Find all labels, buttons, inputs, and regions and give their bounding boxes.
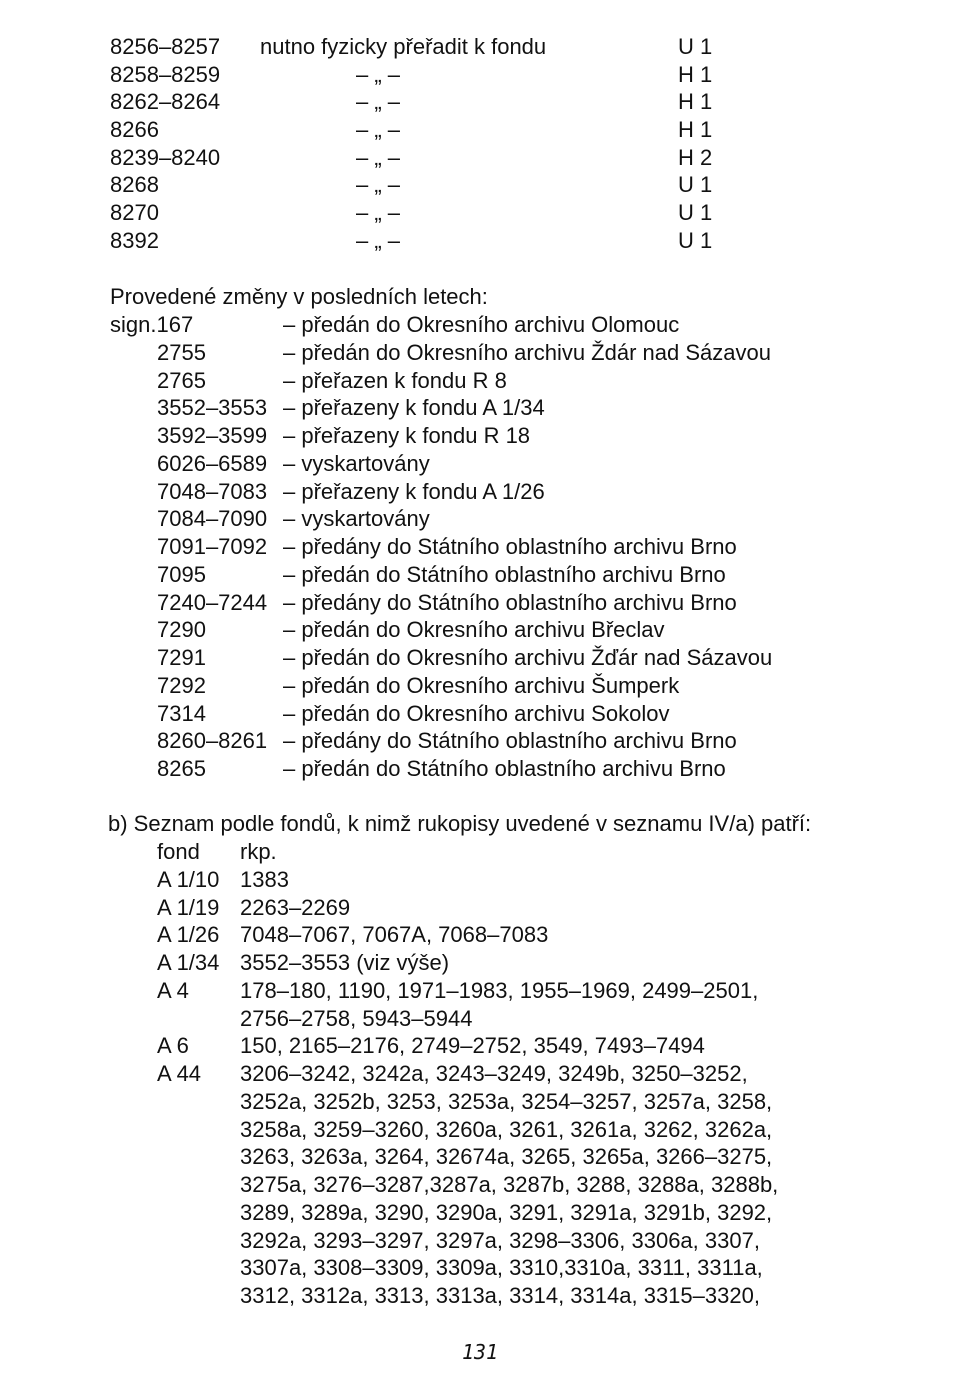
signature: 7091–7092 [157, 534, 268, 559]
signature: 8239–8240 [110, 144, 221, 170]
action-text: – „ – [356, 200, 401, 226]
manuscript-list-line: 3275a, 3276–3287,3287a, 3287b, 3288, 3288a, 3288b, [240, 1172, 779, 1197]
signature: 3552–3553 [157, 395, 268, 421]
change-description: – předán do Okresního archivu Břeclav [283, 617, 665, 643]
signature: 7084–7090 [157, 506, 268, 532]
fond-code: U 1 [678, 172, 713, 198]
signature: 8268 [110, 172, 159, 198]
signature: 7291 [157, 645, 206, 670]
fond-row [157, 1060, 778, 1310]
change-description: – předány do Státního oblastního archivu Brno [283, 589, 737, 615]
fond-row [157, 894, 778, 922]
fond-name: A 1/10 [157, 866, 220, 892]
manuscript-list-line: 3312, 3312a, 3313, 3313a, 3314, 3314a, 3315–3320, [240, 1283, 760, 1308]
change-description: – vyskartovány [283, 450, 430, 476]
action-text: nutno fyzicky přeřadit k fondu [260, 34, 547, 59]
fond-table [157, 838, 778, 1310]
change-description: – předány do Státního oblastního archivu Brno [283, 728, 737, 754]
fond-code: U 1 [678, 200, 713, 226]
manuscript-list-line: 7048–7067, 7067A, 7068–7083 [240, 922, 549, 948]
change-description: – vyskartovány [283, 506, 430, 532]
manuscript-list-line: 3258a, 3259–3260, 3260a, 3261, 3261a, 3262, 3262a, [240, 1116, 773, 1142]
fond-code: U 1 [678, 34, 713, 59]
signature: 2765 [157, 367, 206, 393]
action-text: – „ – [356, 172, 401, 198]
signature: 7048–7083 [157, 478, 268, 504]
action-text: – „ – [356, 144, 401, 170]
fond-code: U 1 [678, 227, 713, 253]
fond-name: A 44 [157, 1061, 202, 1086]
fond-row [157, 1032, 778, 1060]
manuscript-list-line: 3289, 3289a, 3290, 3290a, 3291, 3291a, 3291b, 3292, [240, 1199, 773, 1225]
fond-row [157, 977, 778, 1033]
signature: 8265 [157, 756, 206, 781]
change-description: – předán do Státního oblastního archivu Brno [283, 561, 726, 587]
fond-code: H 1 [678, 61, 713, 87]
signature: 8266 [110, 117, 159, 143]
fond-row [157, 921, 778, 949]
signature: 8270 [110, 200, 159, 226]
action-text: – „ – [356, 227, 401, 253]
fond-name: A 1/34 [157, 950, 220, 975]
change-description: – přeřazen k fondu R 8 [283, 367, 507, 393]
changes-heading: Provedené změny v posledních letech: [110, 284, 488, 309]
manuscript-list-line: 1383 [240, 866, 289, 892]
signature: 7095 [157, 561, 206, 587]
signature: 7314 [157, 700, 206, 726]
fond-name: A 1/26 [157, 922, 220, 948]
change-description: – předán do Státního oblastního archivu Brno [283, 756, 726, 781]
change-description: – předán do Okresního archivu Sokolov [283, 700, 670, 726]
fond-row [157, 949, 778, 977]
change-description: – přeřazeny k fondu A 1/34 [283, 395, 545, 421]
fond-name: A 4 [157, 977, 189, 1003]
action-text: – „ – [356, 61, 401, 87]
fond-row [157, 866, 778, 894]
manuscript-list-line: 3292a, 3293–3297, 3297a, 3298–3306, 3306a, 3307, [240, 1227, 760, 1253]
signature: 2755 [157, 339, 206, 365]
signature: 6026–6589 [157, 450, 268, 476]
fond-code: H 2 [678, 144, 713, 170]
manuscript-list-line: 150, 2165–2176, 2749–2752, 3549, 7493–7494 [240, 1033, 705, 1059]
rkp-column-header: rkp. [240, 839, 277, 864]
section-b-heading: b) Seznam podle fondů, k nimž rukopisy uvedené v seznamu IV/a) patří: [108, 811, 812, 836]
manuscript-list-line: 178–180, 1190, 1971–1983, 1955–1969, 2499–2501, [240, 977, 759, 1003]
manuscript-list-line: 3552–3553 (viz výše) [240, 950, 450, 975]
fond-name: A 6 [157, 1033, 189, 1059]
signature: 7290 [157, 617, 206, 643]
manuscript-list-line: 3252a, 3252b, 3253, 3253a, 3254–3257, 3257a, 3258, [240, 1088, 773, 1114]
signature: 8258–8259 [110, 61, 221, 87]
change-description: – přeřazeny k fondu R 18 [283, 423, 531, 448]
manuscript-list-line: 2756–2758, 5943–5944 [240, 1005, 473, 1031]
change-description: – předán do Okresního archivu Šumperk [283, 672, 680, 698]
signature: 3592–3599 [157, 423, 268, 448]
signature: 8260–8261 [157, 728, 268, 754]
fond-code: H 1 [678, 89, 713, 115]
signature: 8262–8264 [110, 89, 221, 115]
fond-column-header: fond [157, 839, 200, 864]
change-description: – předán do Okresního archivu Ždár nad Sázavou [283, 339, 771, 365]
change-description: – přeřazeny k fondu A 1/26 [283, 478, 545, 504]
change-description: – předány do Státního oblastního archivu Brno [283, 534, 737, 559]
manuscript-list-line: 3263, 3263a, 3264, 32674a, 3265, 3265a, 3266–3275, [240, 1144, 773, 1170]
fond-table-header [157, 838, 778, 866]
signature: 8256–8257 [110, 34, 221, 59]
fond-code: H 1 [678, 117, 713, 143]
action-text: – „ – [356, 89, 401, 115]
change-description: – předán do Okresního archivu Olomouc [283, 312, 680, 337]
change-description: – předán do Okresního archivu Žďár nad Sázavou [283, 645, 773, 670]
signature: 8392 [110, 227, 159, 253]
signature: 7240–7244 [157, 589, 268, 615]
page-number: 131 [461, 1340, 499, 1364]
manuscript-list-line: 2263–2269 [240, 894, 351, 920]
signature: sign.167 [110, 312, 194, 337]
fond-name: A 1/19 [157, 894, 220, 920]
manuscript-list-line: 3307a, 3308–3309, 3309a, 3310,3310a, 3311, 3311a, [240, 1255, 763, 1281]
manuscript-list-line: 3206–3242, 3242a, 3243–3249, 3249b, 3250–3252, [240, 1061, 748, 1086]
signature: 7292 [157, 672, 206, 698]
action-text: – „ – [356, 117, 401, 143]
